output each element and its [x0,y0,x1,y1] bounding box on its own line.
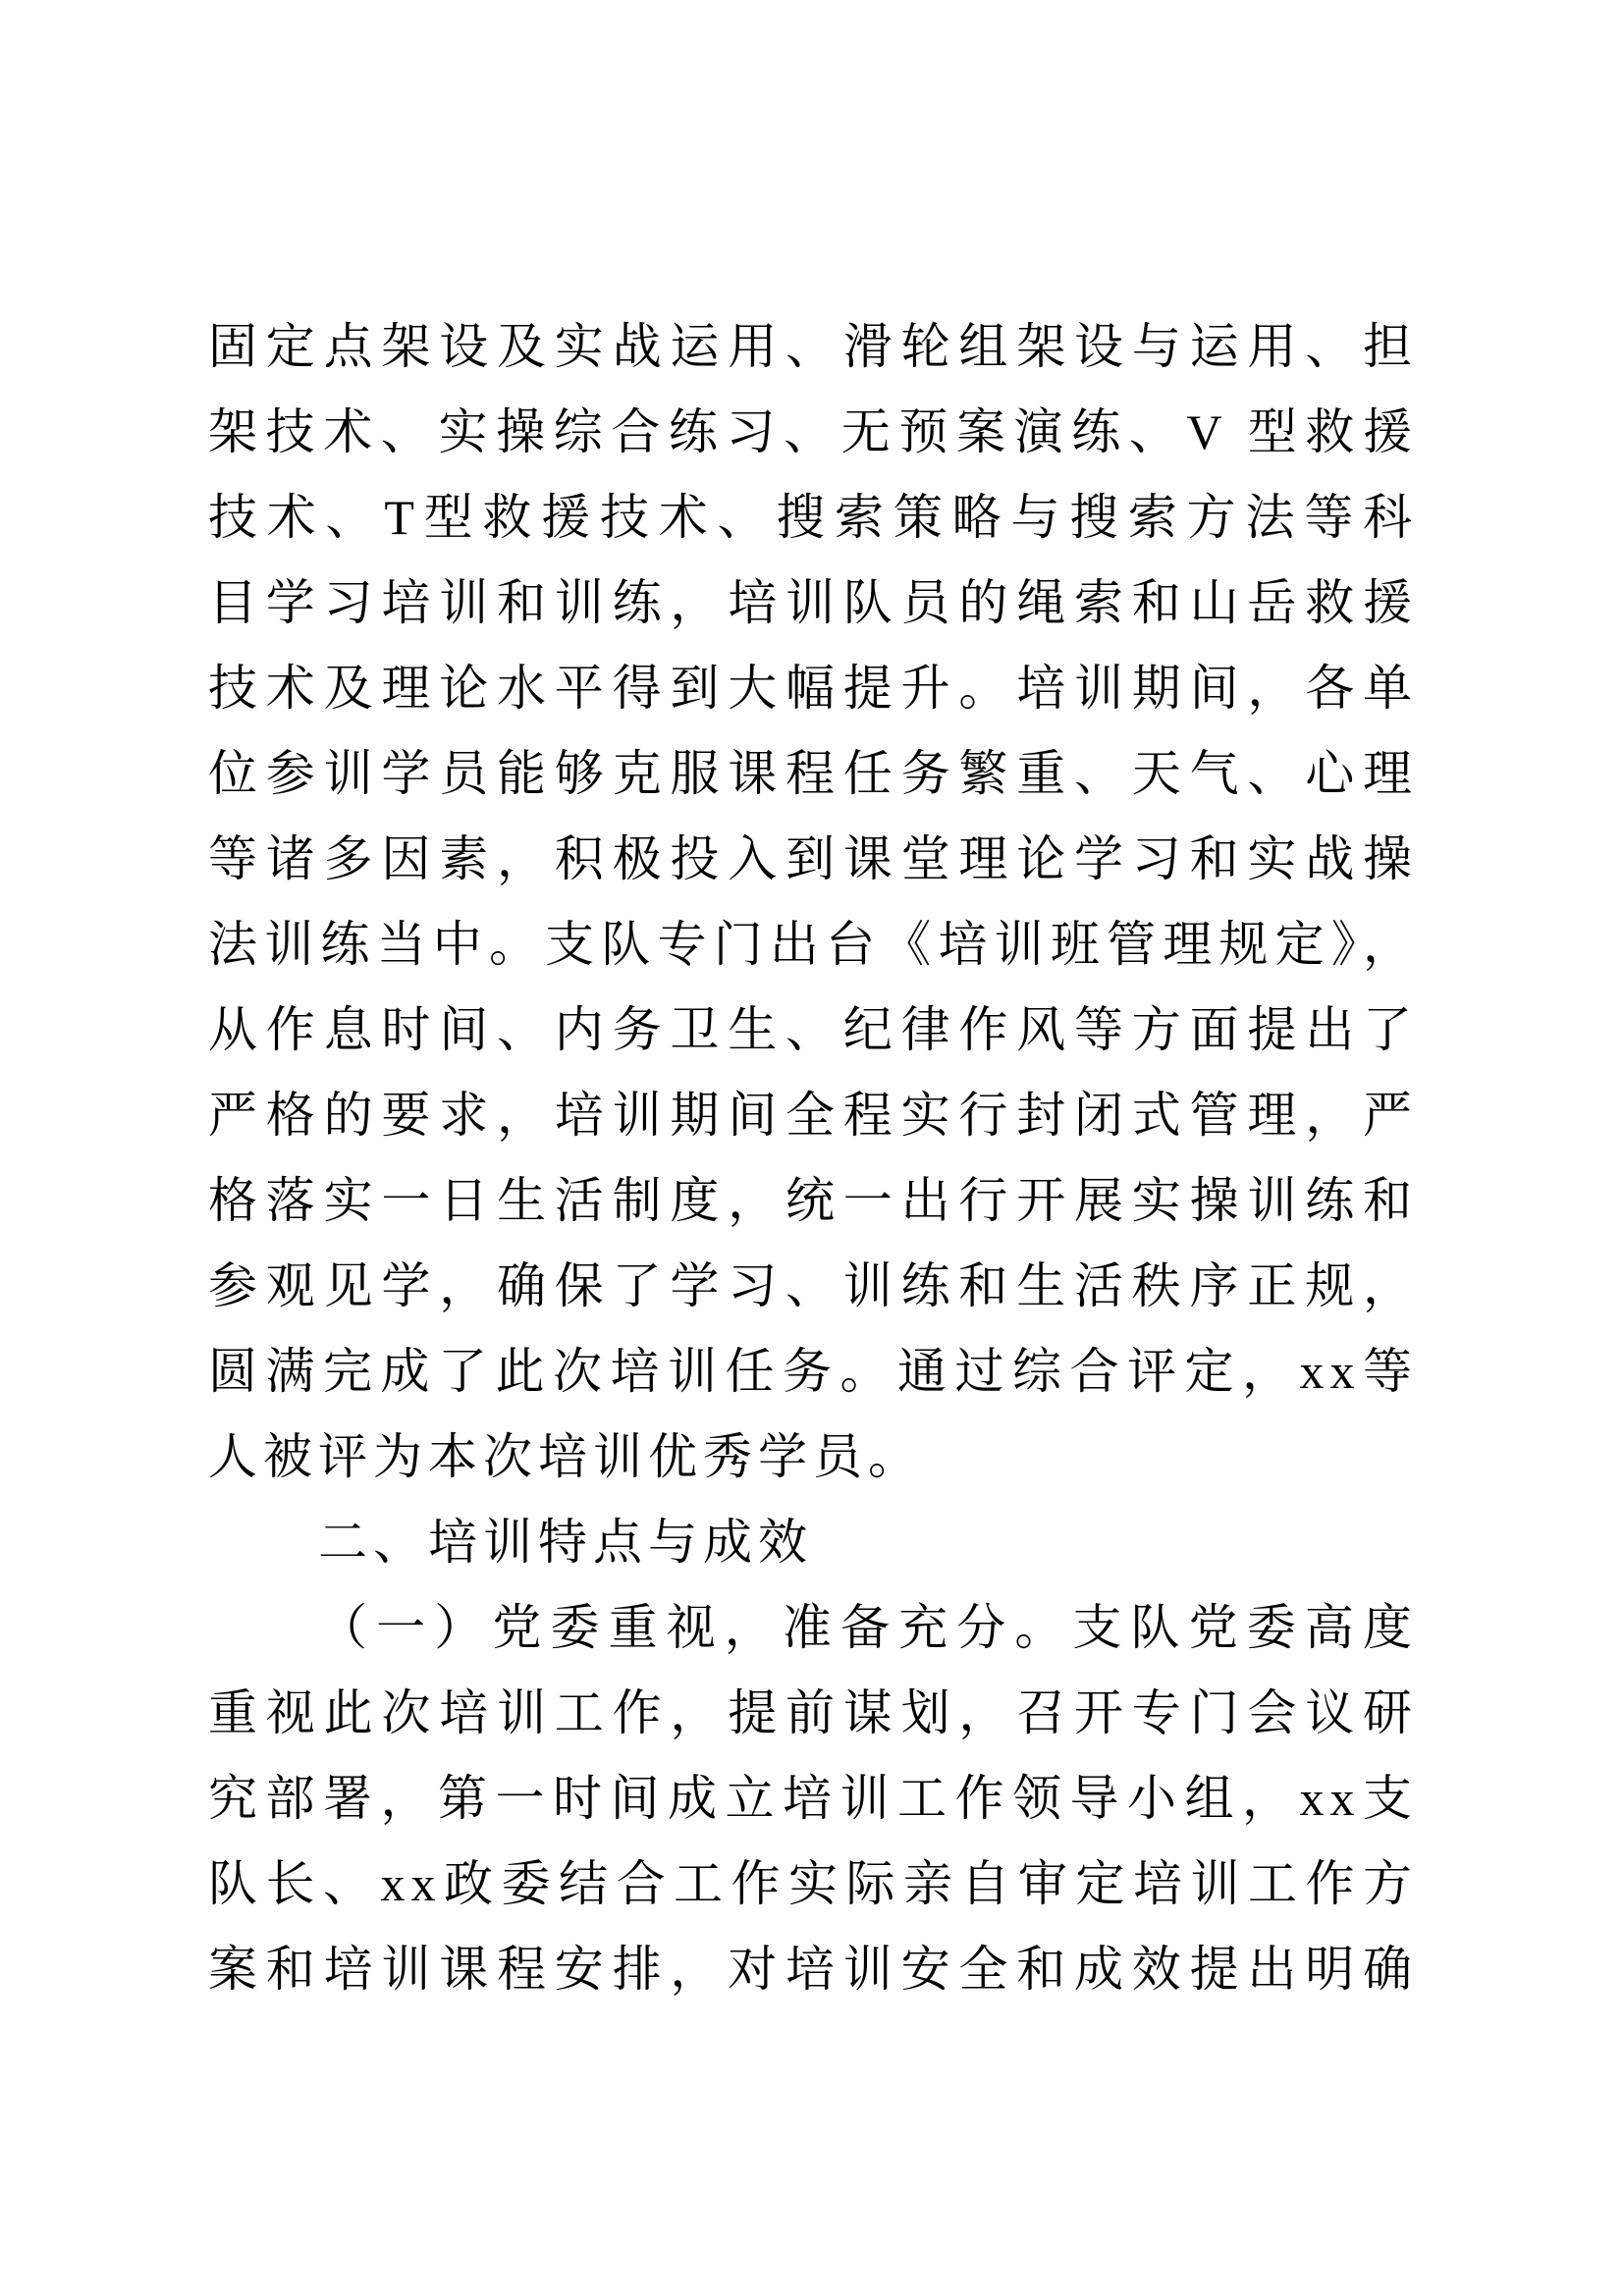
text-line-paragraph-end: 人被评为本次培训优秀学员。 [208,1429,923,1484]
text-line: 位参训学员能够克服课程任务繁重、天气、心理 [208,746,1418,801]
text-line: 究部署，第一时间成立培训工作领导小组，xx支 [208,1771,1418,1826]
text-line: 队长、xx政委结合工作实际亲自审定培训工作方 [208,1856,1418,1911]
text-line: 重视此次培训工作，提前谋划，召开专门会议研 [208,1685,1418,1740]
text-line: 架技术、实操综合练习、无预案演练、V 型救援 [208,404,1418,459]
text-line: 固定点架设及实战运用、滑轮组架设与运用、担 [208,319,1418,374]
text-line: 案和培训课程安排，对培训安全和成效提出明确 [208,1942,1418,1997]
text-line: 圆满完成了此次培训任务。通过综合评定，xx等 [208,1344,1418,1399]
text-line: 从作息时间、内务卫生、纪律作风等方面提出了 [208,1002,1418,1057]
text-line-paragraph-start: （一）党委重视，准备充分。支队党委高度 [318,1600,1418,1655]
text-line: 参观见学，确保了学习、训练和生活秩序正规， [208,1258,1418,1313]
text-line: 格落实一日生活制度，统一出行开展实操训练和 [208,1173,1418,1228]
text-line: 严格的要求，培训期间全程实行封闭式管理，严 [208,1088,1418,1143]
document-body [208,304,1418,2012]
text-line: 目学习培训和训练，培训队员的绳索和山岳救援 [208,575,1418,630]
text-line: 技术、T型救援技术、搜索策略与搜索方法等科 [208,490,1418,545]
text-line: 等诸多因素，积极投入到课堂理论学习和实战操 [208,831,1418,886]
section-heading: 二、培训特点与成效 [318,1515,813,1570]
text-line: 法训练当中。支队专门出台《培训班管理规定》， [208,917,1418,972]
text-line: 技术及理论水平得到大幅提升。培训期间，各单 [208,661,1418,716]
